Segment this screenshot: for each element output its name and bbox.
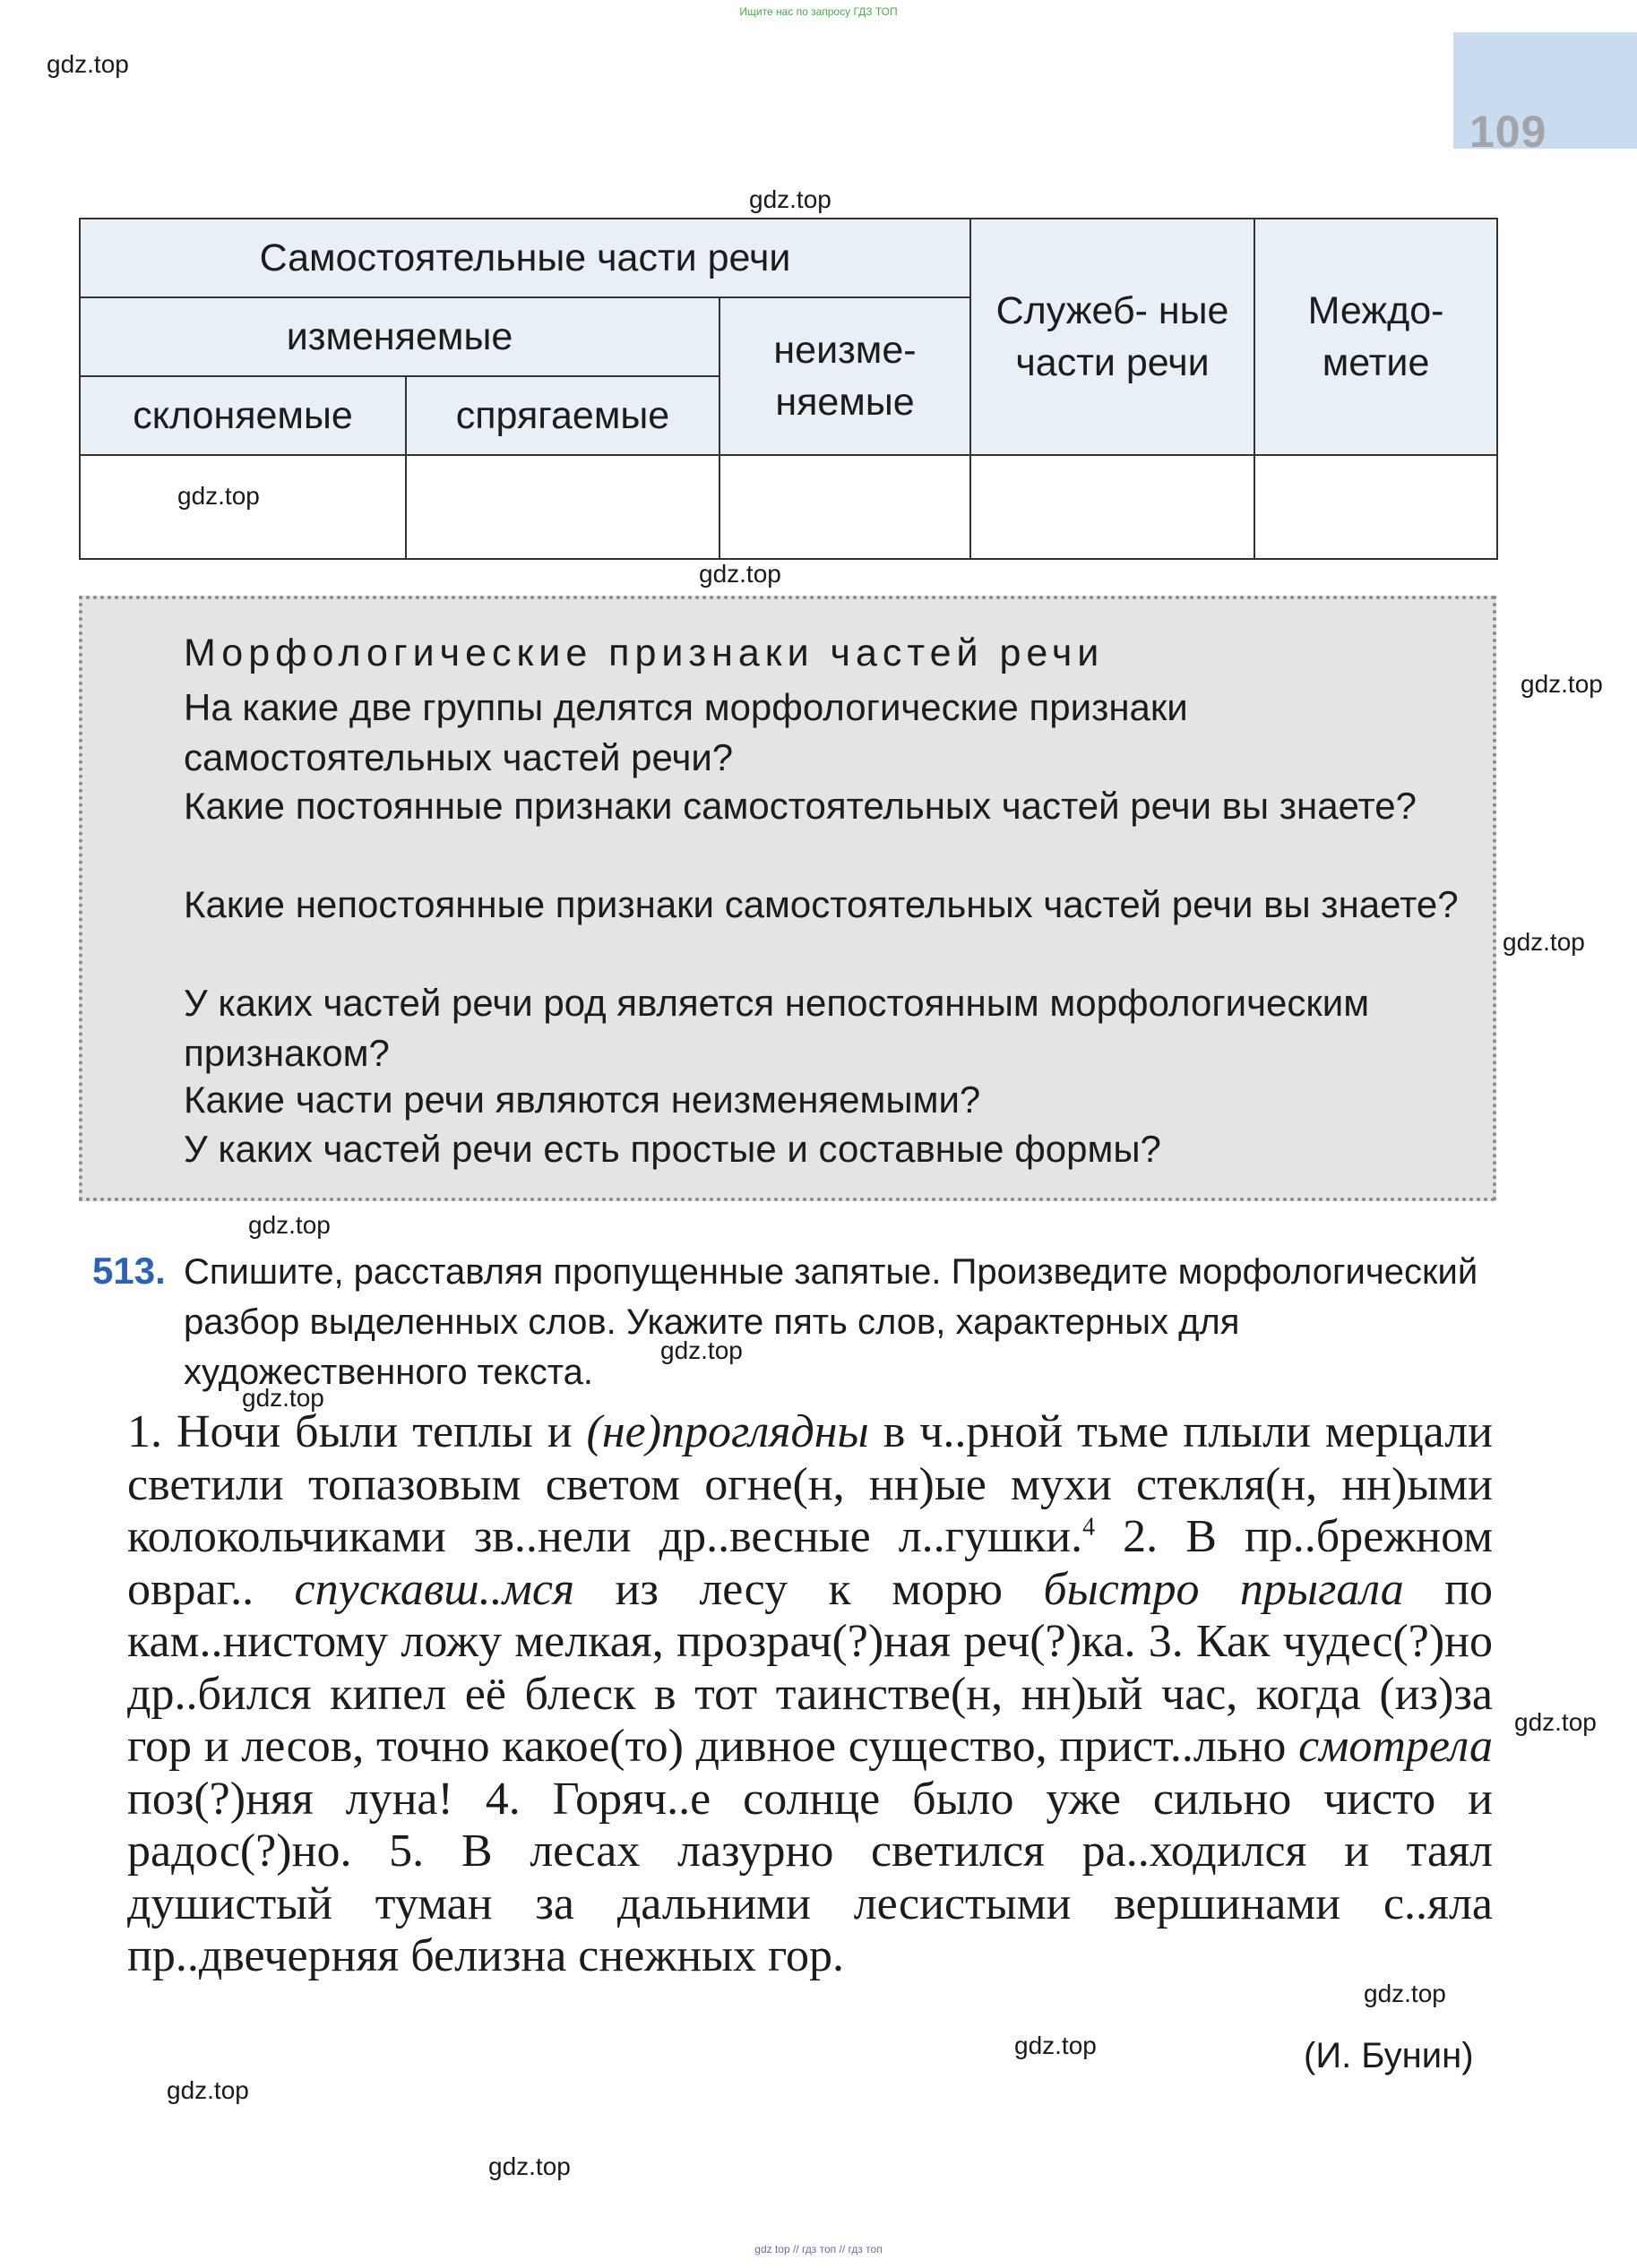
empty-cell <box>719 455 970 559</box>
empty-cell <box>80 455 406 559</box>
exercise-number: 513. <box>92 1250 166 1292</box>
watermark: gdz.top <box>660 1336 743 1364</box>
watermark: gdz.top <box>177 482 260 510</box>
question-6: У каких частей речи есть простые и составные формы? <box>184 1128 1161 1170</box>
exercise-task: Спишите, расставляя пропущенные запятые. Произведите морфологический разбор выделенных слов. Укажите пять слов, характерных для художественного текста. <box>184 1252 1478 1392</box>
header-changeable: изменяемые <box>80 297 719 376</box>
empty-cell <box>970 455 1254 559</box>
bottom-banner: gdz top // гдз топ // гдз топ <box>754 2243 883 2255</box>
highlighted-word: быстро прыгала <box>1043 1563 1404 1615</box>
page-number: 109 <box>1469 107 1547 157</box>
question-2: Какие постоянные признаки самостоятельных частей речи вы знаете? <box>184 785 1417 827</box>
question-4: У каких частей речи род является непостоянным морфологическим признаком? <box>184 982 1370 1074</box>
header-interjection: Междо- метие <box>1254 219 1497 455</box>
header-conjugable: спрягаемые <box>406 376 719 455</box>
watermark: gdz.top <box>699 560 781 588</box>
watermark: gdz.top <box>1503 928 1585 956</box>
watermark: gdz.top <box>167 2076 249 2104</box>
text-part: поз(?)няя луна! 4. Горяч..е солнце было уже сильно чисто и радос(?)но. 5. В лесах лазурно светился ра..ходился и таял душистый туман за дальними лесистыми вершинами с..яла пр..двечерняя белизна снежных гор. <box>127 1773 1493 1981</box>
highlighted-word: спускавш..мся <box>294 1563 575 1615</box>
text-part: 2. В пр..брежном овраг.. <box>127 1511 1493 1615</box>
header-unchangeable: неизме- няемые <box>719 297 970 455</box>
question-1: На какие две группы делятся морфологические признаки самостоятельных частей речи? <box>184 686 1188 778</box>
text-part: в ч..рной тьме плыли мерцали светили топазовым светом огне(н, нн)ые мухи стекля(н, нн)ыми колокольчиками зв..нели др..весные л..гушки. <box>127 1406 1493 1562</box>
watermark: gdz.top <box>248 1211 331 1239</box>
watermark: gdz.top <box>749 185 831 213</box>
header-independent-parts: Самостоятельные части речи <box>80 219 970 297</box>
highlighted-word: смотрела <box>1298 1721 1493 1772</box>
footnote-mark: 4 <box>1082 1513 1096 1542</box>
highlighted-word: (не)проглядны <box>586 1406 869 1457</box>
top-banner: Ищите нас по запросу ГДЗ ТОП <box>739 5 898 18</box>
empty-cell <box>406 455 719 559</box>
header-service-parts: Служеб- ные части речи <box>970 219 1254 455</box>
header-declinable: склоняемые <box>80 376 406 455</box>
question-5: Какие части речи являются неизменяемыми? <box>184 1078 981 1121</box>
text-part: по кам..нистому ложу мелкая, прозрач(?)ная реч(?)ка. 3. Как чудес(?)но др..бился кипел её блеск в тот таинстве(н, нн)ый час, когда (из)за гор и лесов, точно какое(то) дивное существо, прист..льно <box>127 1563 1493 1772</box>
watermark: gdz.top <box>242 1384 324 1412</box>
box-title: Морфологические признаки частей речи <box>184 631 1105 674</box>
parts-of-speech-table <box>79 218 1498 560</box>
empty-cell <box>1254 455 1497 559</box>
watermark: gdz.top <box>1364 1980 1446 2007</box>
watermark: gdz.top <box>1014 2032 1097 2059</box>
watermark: gdz.top <box>47 50 129 78</box>
exercise-text <box>127 1406 1493 1983</box>
watermark: gdz.top <box>1514 1708 1597 1736</box>
watermark: gdz.top <box>1521 670 1603 698</box>
text-author: (И. Бунин) <box>1304 2036 1474 2075</box>
text-part: из лесу к морю <box>574 1563 1044 1615</box>
watermark: gdz.top <box>488 2152 571 2180</box>
text-part: 1. Ночи были теплы и <box>127 1406 587 1457</box>
question-3: Какие непостоянные признаки самостоятельных частей речи вы знаете? <box>184 883 1459 925</box>
